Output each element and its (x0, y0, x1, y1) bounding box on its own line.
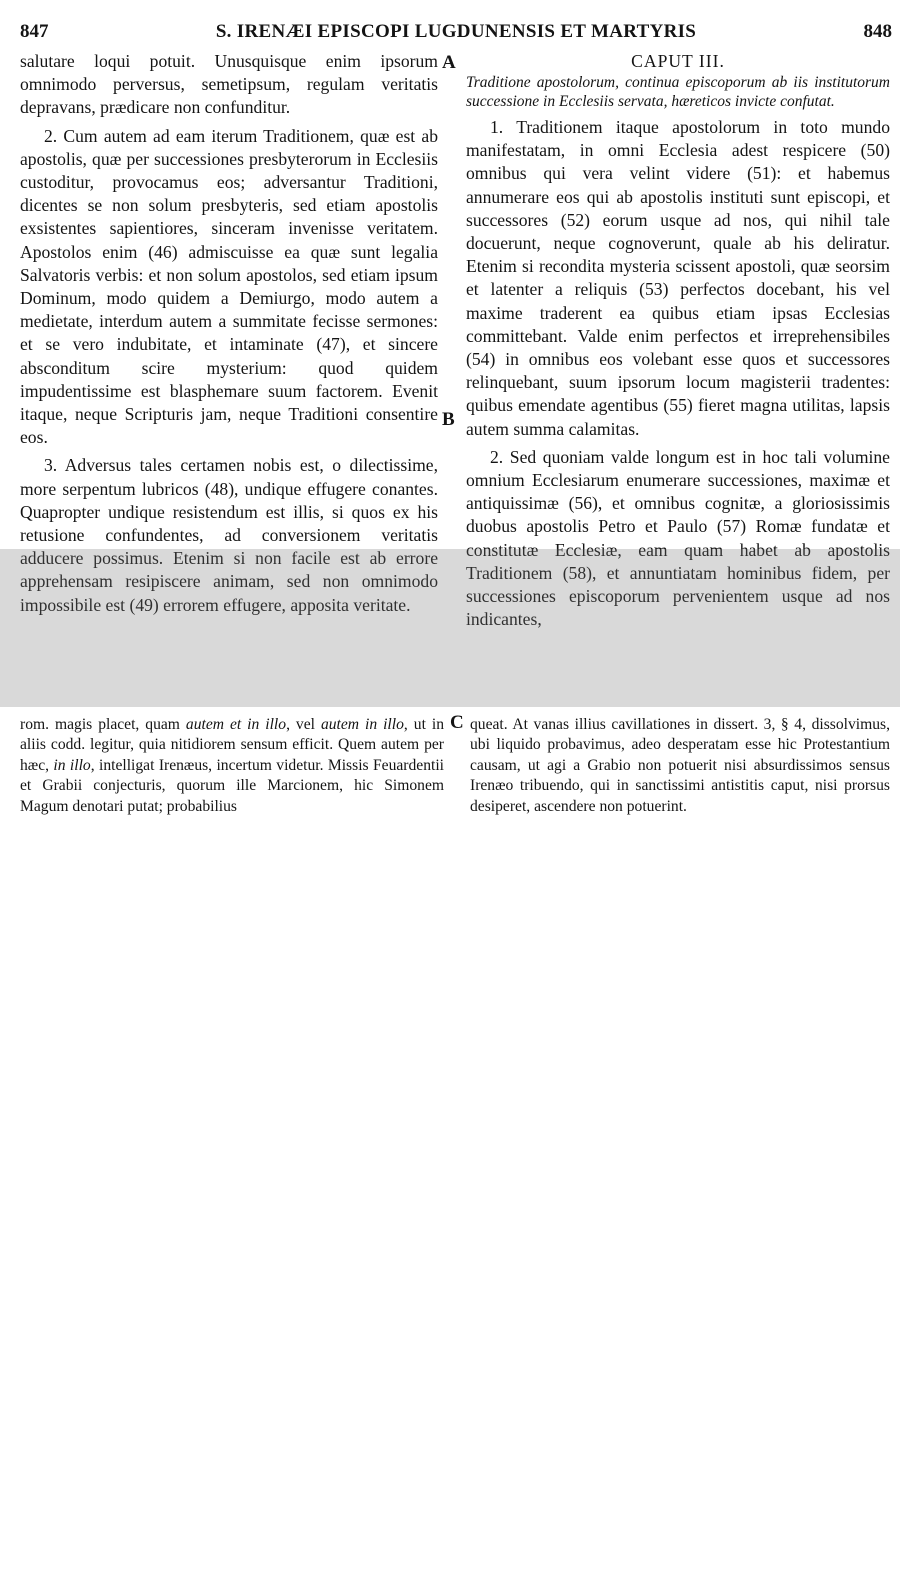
chapter-summary: Traditione apostolorum, continua episcoporum ab iis institutorum successione in Ecclesiis servata, hæreticos invicte confutat. (466, 74, 890, 110)
footnote-text-part: rom. magis placet, quam (20, 716, 186, 733)
footnote-italic-part: autem in illo (320, 716, 404, 733)
footnote-text-part: , intelligat Irenæus, incertum videtur. Missis Feuardentii et Grabii conjecturis, quorum ille Marcionem, hic Simonem Magum denotari putat; probabilius (20, 756, 444, 815)
footnote-right-text: queat. At vanas illius cavillationes in dissert. 3, § 4, dissolvimus, ubi liquido probavimus, adeo desperatam esse hic Protestantium causam, ut agi a Grabio non potuerit nisi absurdissimos sensus Irenæo tribuendo, qui in sanctissimi antistitis caput, nisi prorsus desiperet, ascendere non potuerint. (470, 716, 890, 815)
margin-letter-a: A (442, 52, 456, 73)
margin-letter-b: B (442, 409, 455, 430)
footnote-italic-part: in illo (53, 756, 91, 774)
right-paragraph-1: 1. Traditionem itaque apostolorum in toto mundo manifestatam, in omni Ecclesia adest respicere (50) omnibus qui vera velint videre (51): et habemus annumerare eos qui ab apostolis instituti sunt episcopi, et successores (52) eorum usque ad nos, qui nihil tale docuerunt, neque cognoverunt, quale ab his deliratur. Etenim si recondita mysteria scissent apostoli, quæ seorsim et latenter a reliquis (53) perfectos docebant, his vel maxime traderent ea quibus etiam ipsas Ecclesias committebant. Valde enim perfectos et irreprehensibiles (54) in omnibus eos volebant esse quos et successores relinquebant, suum ipsorum locum magisterii tradentes: quibus emendate agentibus (55) fieret magna utilitas, lapsis autem summa calamitas. (466, 117, 890, 439)
page-number-right: 848 (863, 21, 892, 42)
chapter-heading: CAPUT III. (631, 51, 725, 71)
footnote-text-part: , ut in aliis codd. legitur, quia nitidiorem sensum efficit. Quem autem per hæc, (20, 716, 444, 774)
footnote-right (470, 715, 890, 817)
footnote-italic-part: autem et in illo (185, 716, 287, 733)
left-column (20, 50, 438, 617)
running-title: S. IRENÆI EPISCOPI LUGDUNENSIS ET MARTYRIS (215, 21, 697, 42)
left-paragraph-3: 3. Adversus tales certamen nobis est, o dilectissime, more serpentum lubricos (48), undique effugere conantes. Quapropter undique resistendum est illis, si quos ex his retusione confundentes, ad conversionem veritatis adducere possimus. Etenim si non facile est ab errore apprehensam resipiscere animam, sed non omnimodo impossibile est (49) errorem effugere, apposita veritate. (20, 455, 438, 615)
left-paragraph-1: salutare loqui potuit. Unusquisque enim ipsorum omnimodo perversus, semetipsum, regulam veritatis depravans, prædicare non confunditur. (20, 51, 438, 118)
page-header (20, 20, 892, 46)
gray-overlay-band (0, 549, 900, 707)
footnote-left (20, 715, 444, 817)
margin-letter-c: C (450, 712, 464, 733)
footnote-left-text (20, 715, 444, 817)
right-column (466, 50, 890, 631)
left-paragraph-2: 2. Cum autem ad eam iterum Traditionem, quæ est ab apostolis, quæ per successiones presbyterorum in Ecclesiis custoditur, provocamus eos; adversantur Traditioni, dicentes se non solum presbyteris, sed etiam apostolis exsistentes sapientiores, sinceram invenisse veritatem. Apostolos enim (46) admiscuisse ea quæ sunt legalia Salvatoris verbis: et non solum apostolos, sed etiam ipsum Dominum, modo quidem a Demiurgo, modo autem a medietate, interdum autem a summitate fecisse sermones: et se vero indubitate, et intaminate (47), et sincere absconditum scire mysterium: quod quidem impudentissime est blasphemare suum factorem. Evenit itaque, neque Scripturis jam, neque Traditioni consentire eos. (20, 125, 438, 448)
footnote-text-part: , vel (286, 716, 321, 733)
page-number-left: 847 (20, 21, 49, 42)
right-paragraph-2: 2. Sed quoniam valde longum est in hoc tali volumine omnium Ecclesiarum enumerare successiones, maximæ et antiquissimæ (56), et omnibus cognitæ, a gloriosissimis duobus apostolis Petro et Paulo (57) Romæ fundatæ et constitutæ Ecclesiæ, eam quam habet ab apostolis Traditionem (58), et annuntiatam hominibus fidem, per successiones episcoporum pervenientem usque ad nos indicantes, (466, 446, 890, 630)
